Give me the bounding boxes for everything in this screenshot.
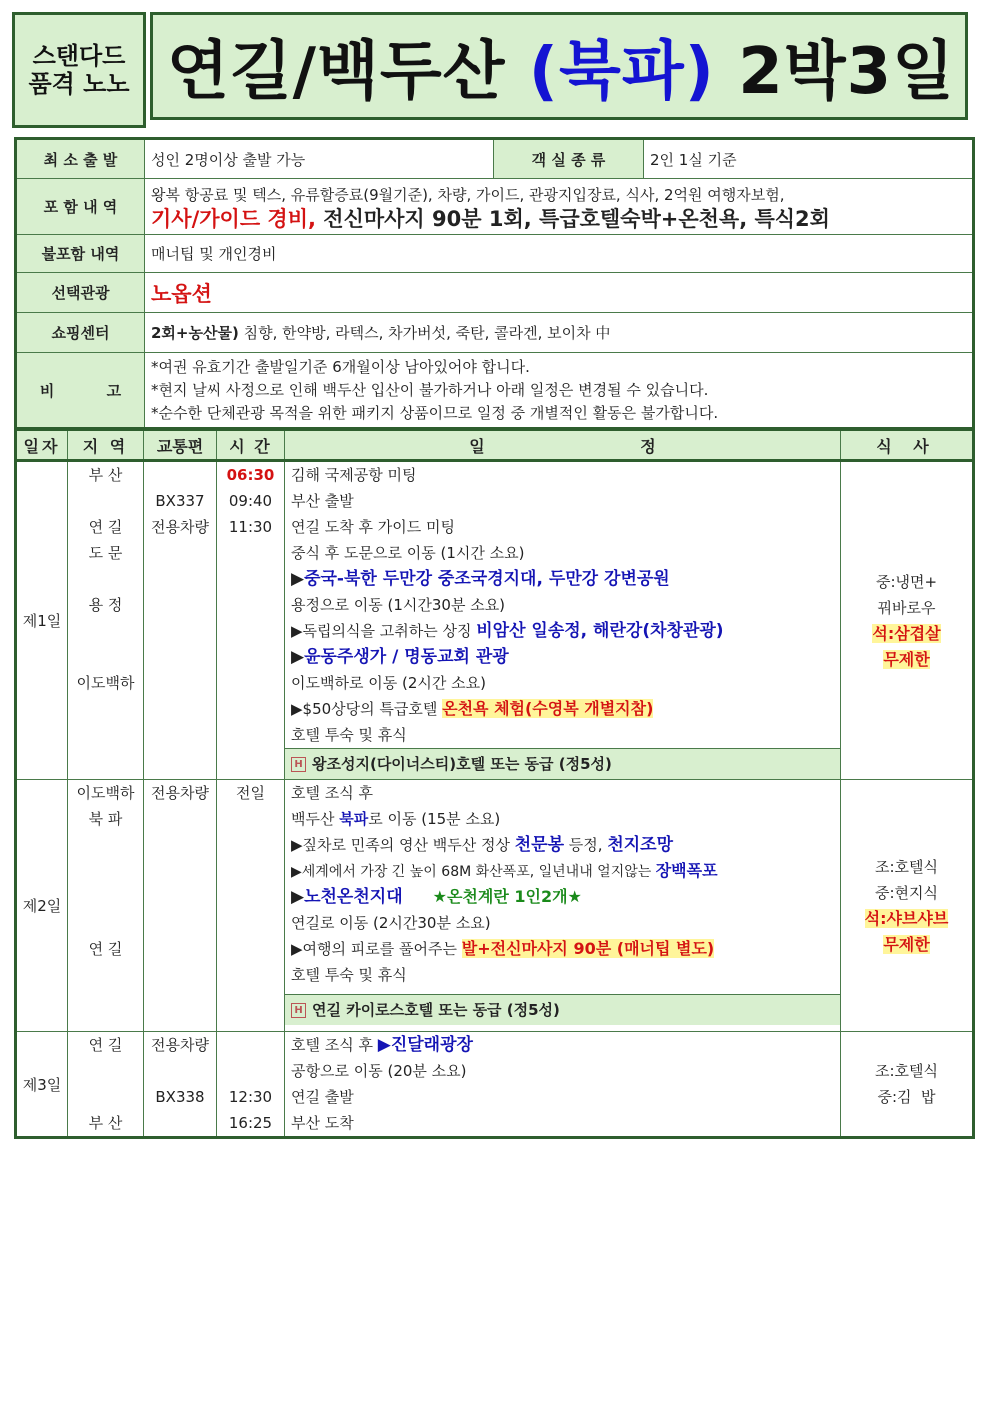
area-item [68, 1058, 143, 1084]
schedule-item: 연길 도착 후 가이드 미팅 [291, 518, 455, 536]
remark-3: *순수한 단체관광 목적을 위한 패키지 상품이므로 일정 중 개별적인 활동은 불가합니다. [151, 403, 719, 422]
schedule-item [291, 884, 840, 910]
time-item: 전일 [236, 784, 265, 802]
header [12, 12, 974, 126]
area-item [68, 488, 143, 514]
schedule-item [291, 644, 840, 670]
time-item: 06:30 [226, 466, 275, 484]
schedule-item [291, 566, 840, 592]
exclusions-label: 불포함 내역 [16, 235, 145, 273]
day2-meal [841, 780, 974, 1032]
day3-transport [144, 1032, 217, 1138]
highlight-text: 북파 [339, 810, 369, 828]
shopping-items: 침향, 한약방, 라텍스, 차가버섯, 죽탄, 콜라겐, 보이차 中 [238, 324, 611, 342]
highlight-text: 발+전신마사지 90분 (매너팁 별도) [461, 939, 715, 958]
area-item: 연 길 [88, 1036, 123, 1054]
room-type-value: 2인 1실 기준 [644, 139, 974, 179]
highlight-text: 천지조망 [607, 835, 674, 855]
transport-item: 전용차량 [151, 518, 209, 536]
area-item: 이도백하 [76, 784, 135, 802]
day3-meal [841, 1032, 974, 1138]
schedule-item [291, 936, 840, 962]
schedule-text: 로 이동 (15분 소요) [368, 810, 501, 828]
time-item: 09:40 [228, 492, 273, 510]
area-item [68, 618, 143, 644]
area-item [68, 858, 143, 884]
schedule-item: 이도백하로 이동 (2시간 소요) [291, 674, 486, 692]
col-area: 지 역 [68, 430, 144, 461]
meal-item: 중:김 밥 [877, 1088, 936, 1106]
area-item [68, 566, 143, 592]
schedule-text: 호텔 조식 후 [291, 1036, 378, 1054]
star-note: ★온천계란 1인2개★ [432, 887, 582, 906]
meal-special: 무제한 [883, 934, 930, 954]
day1-row [16, 461, 974, 780]
arrow-icon: ▶ [291, 569, 305, 589]
area-item [68, 910, 143, 936]
area-item: 부 산 [88, 466, 123, 484]
day1-hotel [285, 748, 840, 779]
area-item [68, 1084, 143, 1110]
schedule-item: 호텔 투숙 및 휴식 [291, 726, 407, 744]
col-transport: 교통편 [144, 430, 217, 461]
remark-2: *현지 날씨 사정으로 인해 백두산 입산이 불가하거나 아래 일정은 변경될 수 있습니다. [151, 380, 709, 399]
schedule-item: 중식 후 도문으로 이동 (1시간 소요) [291, 544, 525, 562]
remarks-label: 비 고 [16, 353, 145, 429]
area-item [68, 644, 143, 670]
day1-transport [144, 461, 217, 780]
meal-special: 무제한 [883, 649, 930, 669]
col-schedule-label: 일 정 [469, 436, 656, 456]
grade-badge [12, 12, 146, 128]
schedule-item: 공항으로 이동 (20분 소요) [291, 1062, 467, 1080]
area-item [68, 832, 143, 858]
inclusions-label: 포 함 내 역 [16, 179, 145, 235]
day2-area [68, 780, 144, 1032]
area-item: 부 산 [88, 1114, 123, 1132]
transport-item: 전용차량 [151, 1036, 209, 1054]
time-item: 11:30 [228, 518, 273, 536]
hotel-name: 왕조성지(다이너스티)호텔 또는 동급 (정5성) [312, 755, 612, 773]
schedule-item [291, 618, 840, 644]
area-item: 도 문 [88, 544, 123, 562]
schedule-item: 김해 국제공항 미팅 [291, 466, 417, 484]
schedule-item [291, 858, 840, 884]
day2-time [217, 780, 285, 1032]
hotel-icon: H [291, 757, 306, 772]
schedule-item: 호텔 투숙 및 휴식 [291, 966, 407, 984]
badge-line2: 품격 노노 [28, 70, 130, 98]
highlight-text: 천문봉 [514, 835, 565, 855]
transport-item [144, 1110, 216, 1136]
remarks-value [145, 353, 974, 429]
schedule-item: 연길로 이동 (2시간30분 소요) [291, 914, 491, 932]
transport-item: BX338 [155, 1088, 205, 1106]
day2-schedule [285, 780, 841, 1032]
arrow-icon: ▶ [291, 647, 305, 667]
schedule-item [291, 696, 840, 722]
arrow-icon: ▶ [291, 887, 305, 907]
badge-line1: 스탠다드 [32, 42, 126, 70]
min-departure-label: 최 소 출 발 [16, 139, 145, 179]
meal-special: 석:삼겹살 [872, 623, 941, 643]
col-day: 일자 [16, 430, 68, 461]
meal-special: 석:샤브샤브 [864, 908, 949, 928]
day1-schedule [285, 461, 841, 780]
highlight-text: 노천온천지대 [304, 887, 403, 907]
schedule-text: ▶짚차로 민족의 영산 백두산 정상 [291, 836, 515, 854]
area-item [68, 884, 143, 910]
day2-hotel [285, 994, 840, 1025]
title-north-slope: (북파) [528, 35, 715, 109]
area-item: 북 파 [88, 810, 123, 828]
inclusions-line1: 왕복 항공료 및 텍스, 유류할증료(9월기준), 차량, 가이드, 관광지입장료, 식사, 2억원 여행자보험, [151, 185, 785, 204]
col-schedule [285, 430, 841, 461]
time-item [217, 1032, 284, 1058]
day2-row [16, 780, 974, 1032]
schedule-text: 백두산 [291, 810, 340, 828]
day3-schedule [285, 1032, 841, 1138]
shopping-count: 2회+농산물) [151, 324, 239, 342]
schedule-text: 등정, [564, 836, 608, 854]
min-departure-value: 성인 2명이상 출발 가능 [145, 139, 494, 179]
schedule-item: 부산 도착 [291, 1114, 354, 1132]
hotel-name: 연길 카이로스호텔 또는 동급 (정5성) [312, 1001, 560, 1019]
page-title [167, 20, 955, 112]
title-route: 연길/백두산 [167, 35, 529, 109]
area-item: 연 길 [88, 518, 123, 536]
transport-item: BX337 [155, 492, 205, 510]
transport-item [144, 462, 216, 488]
exclusions-value: 매너팁 및 개인경비 [145, 235, 974, 273]
meal-item: 조:호텔식 [874, 857, 938, 876]
inclusions-line2 [151, 207, 966, 231]
meal-item: 꿔바로우 [877, 598, 936, 617]
meal-item: 조:호텔식 [874, 1062, 938, 1080]
itinerary-table [14, 428, 975, 1139]
highlight-text: 온천욕 체험(수영복 개별지참) [442, 699, 654, 718]
schedule-item: 부산 출발 [291, 492, 354, 510]
time-item [217, 1058, 284, 1084]
highlight-text: ▶진달래광장 [377, 1035, 473, 1055]
schedule-text: ▶세계에서 가장 긴 높이 68M 화산폭포, 일년내내 얼지않는 [291, 864, 656, 880]
schedule-item: 호텔 조식 후 [291, 784, 373, 802]
schedule-text: ▶여행의 피로를 풀어주는 [291, 940, 462, 958]
inclusions-value [145, 179, 974, 235]
day2-transport [144, 780, 217, 1032]
area-item: 연 길 [88, 940, 123, 958]
area-item: 이도백하 [76, 674, 135, 692]
remark-1: *여권 유효기간 출발일기준 6개월이상 남아있어야 합니다. [151, 357, 530, 376]
transport-item: 전용차량 [151, 784, 209, 802]
schedule-item [291, 1032, 840, 1058]
schedule-text: ▶독립의식을 고취하는 상징 [291, 622, 477, 640]
day1-area [68, 461, 144, 780]
day1-label: 제1일 [16, 461, 68, 780]
col-meal: 식 사 [841, 430, 974, 461]
day3-time [217, 1032, 285, 1138]
highlight-text: 윤동주생가 / 명동교회 관광 [304, 647, 509, 667]
time-item: 16:25 [228, 1114, 273, 1132]
highlight-text: 비암산 일송정, 해란강(차창관광) [476, 621, 724, 641]
day1-time [217, 461, 285, 780]
inclusions-rest: 전신마사지 90분 1회, 특급호텔숙박+온천욕, 특식2회 [315, 206, 830, 231]
area-item: 용 정 [88, 596, 123, 614]
day3-row [16, 1032, 974, 1138]
room-type-label: 객 실 종 류 [494, 139, 644, 179]
optional-tour-value: 노옵션 [145, 273, 974, 313]
schedule-item [291, 806, 840, 832]
optional-tour-label: 선택관광 [16, 273, 145, 313]
info-table [14, 137, 975, 430]
day1-meal [841, 461, 974, 780]
inclusions-highlight: 기사/가이드 경비, [151, 206, 316, 231]
hotel-icon: H [291, 1003, 306, 1018]
day3-area [68, 1032, 144, 1138]
shopping-label: 쇼핑센터 [16, 313, 145, 353]
title-box [150, 12, 968, 120]
highlight-text: 중국-북한 두만강 중조국경지대, 두만강 강변공원 [304, 569, 670, 589]
schedule-item: 연길 출발 [291, 1088, 354, 1106]
title-duration: 2박3일 [714, 35, 955, 109]
highlight-text: 장백폭포 [655, 861, 718, 880]
schedule-text: ▶$50상당의 특급호텔 [291, 700, 443, 718]
meal-item: 중:현지식 [874, 883, 938, 902]
time-item: 12:30 [228, 1088, 273, 1106]
shopping-value [145, 313, 974, 353]
schedule-item: 용정으로 이동 (1시간30분 소요) [291, 596, 506, 614]
meal-item: 중:냉면+ [875, 572, 938, 591]
transport-item [144, 1058, 216, 1084]
day2-label: 제2일 [16, 780, 68, 1032]
day3-label: 제3일 [16, 1032, 68, 1138]
col-time: 시 간 [217, 430, 285, 461]
schedule-item [291, 832, 840, 858]
